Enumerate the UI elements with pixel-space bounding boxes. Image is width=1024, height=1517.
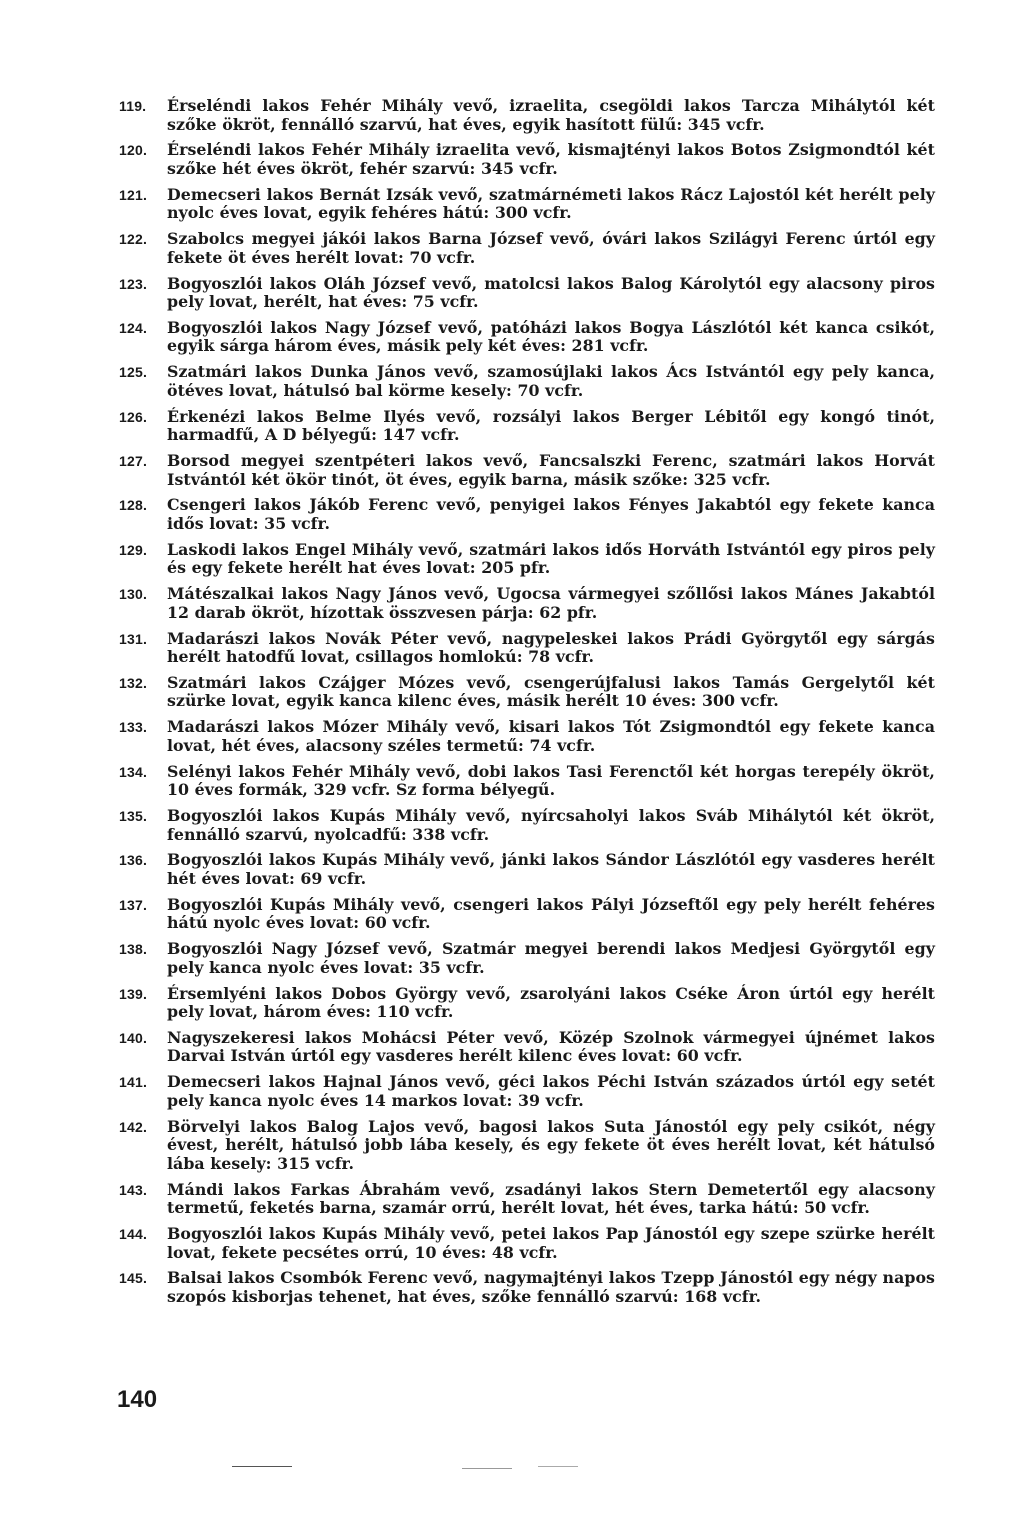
entry-text: Szabolcs megyei jákói lakos Barna József vevő, óvári lakos Szilágyi Ferenc úrtól egy fekete öt éves herélt lovat: 70 vcfr. — [167, 229, 935, 267]
list-item — [119, 851, 935, 888]
entry-text: Börvelyi lakos Balog Lajos vevő, bagosi lakos Suta Jánostól egy pely csikót, négy évest, herélt, hátulsó jobb lába kesely, és egy fekete öt éves herélt lovat, két hátulsó lába kesely: 315 vcfr. — [167, 1116, 935, 1173]
list-item — [119, 408, 935, 445]
list-item — [119, 1269, 935, 1306]
list-item — [119, 1181, 935, 1218]
entry-number: 130. — [119, 586, 148, 603]
entry-text: Érseléndi lakos Fehér Mihály vevő, izraelita, csegöldi lakos Tarcza Mihálytól két szőke ökröt, fennálló szarvú, hat éves, egyik hasított fülű: 345 vcfr. — [167, 96, 935, 134]
entry-number: 142. — [119, 1118, 148, 1135]
list-item — [119, 230, 935, 267]
entry-number: 126. — [119, 408, 148, 425]
entry-number: 119. — [119, 98, 147, 114]
entry-number: 134. — [119, 763, 148, 780]
list-item — [119, 97, 935, 134]
list-item — [119, 674, 935, 711]
entry-number: 120. — [119, 142, 148, 159]
entry-number: 129. — [119, 541, 148, 558]
list-item — [119, 985, 935, 1022]
entry-text: Selényi lakos Fehér Mihály vevő, dobi lakos Tasi Ferenctől két horgas terepély ökröt, 10 éves formák, 329 vcfr. Sz forma bélyegű. — [167, 761, 935, 800]
list-item — [119, 1118, 935, 1174]
entry-number: 143. — [119, 1181, 148, 1198]
list-item — [119, 541, 935, 578]
list-item — [119, 275, 935, 312]
scan-artifact — [462, 1468, 512, 1469]
entry-text: Érsemlyéni lakos Dobos György vevő, zsarolyáni lakos Cséke Áron úrtól egy herélt pely lovat, három éves: 110 vcfr. — [167, 983, 935, 1022]
list-item — [119, 940, 935, 977]
entry-number: 140. — [119, 1029, 148, 1046]
entry-text: Bogyoszlói lakos Kupás Mihály vevő, petei lakos Pap Jánostól egy szepe szürke herélt lovat, fekete pecsétes orrú, 10 éves: 48 vcfr. — [167, 1223, 935, 1262]
entry-text: Bogyoszlói Kupás Mihály vevő, csengeri lakos Pályi Józseftől egy pely herélt fehéres hátú nyolc éves lovat: 60 vcfr. — [167, 894, 935, 933]
entry-text: Szatmári lakos Czájger Mózes vevő, csengerújfalusi lakos Tamás Gergelytől két szürke lovat, egyik kanca kilenc éves, másik herélt 10 éves: 300 vcfr. — [167, 672, 935, 711]
entry-text: Érseléndi lakos Fehér Mihály izraelita vevő, kismajtényi lakos Botos Zsigmondtól két szőke hét éves ökröt, fehér szarvú: 345 vcfr. — [167, 140, 935, 178]
list-item — [119, 896, 935, 933]
entry-text: Balsai lakos Csombók Ferenc vevő, nagymajtényi lakos Tzepp Jánostól egy négy napos szopós kisborjas tehenet, hat éves, szőke fennálló szarvú: 168 vcfr. — [167, 1268, 935, 1306]
entry-text: Mátészalkai lakos Nagy János vevő, Ugocsa vármegyei szőllősi lakos Mánes Jakabtól 12 darab ökröt, hízottak összvesen párja: 62 pfr. — [167, 584, 935, 622]
entry-text: Madarászi lakos Novák Péter vevő, nagypeleskei lakos Prádi Györgytől egy sárgás herélt hatodfű lovat, csillagos homlokú: 78 vcfr. — [167, 628, 935, 667]
entry-text: Csengeri lakos Jákób Ferenc vevő, penyigei lakos Fényes Jakabtól egy fekete kanca idős lovat: 35 vcfr. — [167, 495, 935, 533]
entry-number: 132. — [119, 674, 148, 691]
entry-list — [119, 97, 935, 1314]
list-item — [119, 141, 935, 178]
page-number: 140 — [117, 1386, 158, 1413]
list-item — [119, 319, 935, 356]
scan-artifact — [538, 1466, 578, 1467]
list-item — [119, 763, 935, 800]
entry-text: Bogyoszlói lakos Kupás Mihály vevő, jánki lakos Sándor Lászlótól egy vasderes herélt hét éves lovat: 69 vcfr. — [167, 850, 935, 888]
entry-text: Nagyszekeresi lakos Mohácsi Péter vevő, Közép Szolnok vármegyei újnémet lakos Darvai István úrtól egy vasderes herélt kilenc éves lovat: 60 vcfr. — [167, 1027, 935, 1066]
scan-artifact — [232, 1466, 292, 1467]
list-item — [119, 452, 935, 489]
list-item — [119, 363, 935, 400]
entry-text: Laskodi lakos Engel Mihály vevő, szatmári lakos idős Horváth Istvántól egy piros pely és egy fekete herélt hat éves lovat: 205 pfr. — [167, 539, 935, 578]
entry-text: Bogyoszlói lakos Oláh József vevő, matolcsi lakos Balog Károlytól egy alacsony piros pely lovat, herélt, hat éves: 75 vcfr. — [167, 273, 935, 312]
entry-text: Demecseri lakos Bernát Izsák vevő, szatmárnémeti lakos Rácz Lajostól két herélt pely nyolc éves lovat, egyik fehéres hátú: 300 vcfr. — [167, 184, 935, 223]
entry-text: Bogyoszlói lakos Nagy József vevő, patóházi lakos Bogya Lászlótól két kanca csikót, egyik sárga három éves, másik pely két éves: 281 vcfr. — [167, 317, 935, 356]
entry-text: Bogyoszlói Nagy József vevő, Szatmár megyei berendi lakos Medjesi Györgytől egy pely kanca nyolc éves lovat: 35 vcfr. — [167, 939, 935, 977]
entry-number: 131. — [119, 630, 148, 647]
entry-number: 139. — [119, 985, 148, 1002]
entry-text: Bogyoszlói lakos Kupás Mihály vevő, nyírcsaholyi lakos Sváb Mihálytól két ökröt, fennálló szarvú, nyolcadfű: 338 vcfr. — [167, 806, 935, 844]
entry-number: 127. — [119, 453, 148, 469]
list-item — [119, 1029, 935, 1066]
list-item — [119, 807, 935, 844]
entry-text: Szatmári lakos Dunka János vevő, szamosújlaki lakos Ács Istvántól egy pely kanca, ötéves lovat, hátulsó bal körme kesely: 70 vcfr. — [167, 362, 935, 400]
entry-text: Érkenézi lakos Belme Ilyés vevő, rozsályi lakos Berger Lébitől egy kongó tinót, harmadfű, A D bélyegű: 147 vcfr. — [167, 406, 935, 445]
entry-text: Demecseri lakos Hajnal János vevő, géci lakos Péchi István százados úrtól egy setét pely kanca nyolc éves 14 markos lovat: 39 vcfr. — [167, 1072, 935, 1110]
entry-number: 138. — [119, 941, 148, 958]
entry-text: Mándi lakos Farkas Ábrahám vevő, zsadányi lakos Stern Demetertől egy alacsony termetű, feketés barna, szamár orrú, herélt lovat, hét éves, tarka hátú: 50 vcfr. — [167, 1179, 935, 1218]
entry-number: 133. — [119, 719, 148, 736]
list-item — [119, 186, 935, 223]
entry-number: 135. — [119, 808, 148, 824]
entry-number: 124. — [119, 319, 148, 336]
list-item — [119, 1073, 935, 1110]
list-item — [119, 718, 935, 755]
list-item — [119, 1225, 935, 1262]
list-item — [119, 630, 935, 667]
entry-number: 145. — [119, 1270, 148, 1287]
entry-number: 137. — [119, 896, 148, 913]
entry-text: Madarászi lakos Mózer Mihály vevő, kisari lakos Tót Zsigmondtól egy fekete kanca lovat, hét éves, alacsony széles termetű: 74 vcfr. — [167, 717, 935, 755]
entry-number: 141. — [119, 1074, 148, 1091]
entry-number: 125. — [119, 364, 148, 381]
list-item — [119, 496, 935, 533]
list-item — [119, 585, 935, 622]
entry-text: Borsod megyei szentpéteri lakos vevő, Fancsalszki Ferenc, szatmári lakos Horvát Istvántól két ökör tinót, öt éves, egyik barna, másik szőke: 325 vcfr. — [167, 451, 935, 489]
entry-number: 122. — [119, 231, 148, 248]
entry-number: 144. — [119, 1225, 148, 1242]
entry-number: 136. — [119, 852, 148, 869]
entry-number: 121. — [119, 186, 148, 203]
entry-number: 128. — [119, 497, 148, 514]
entry-number: 123. — [119, 275, 148, 292]
